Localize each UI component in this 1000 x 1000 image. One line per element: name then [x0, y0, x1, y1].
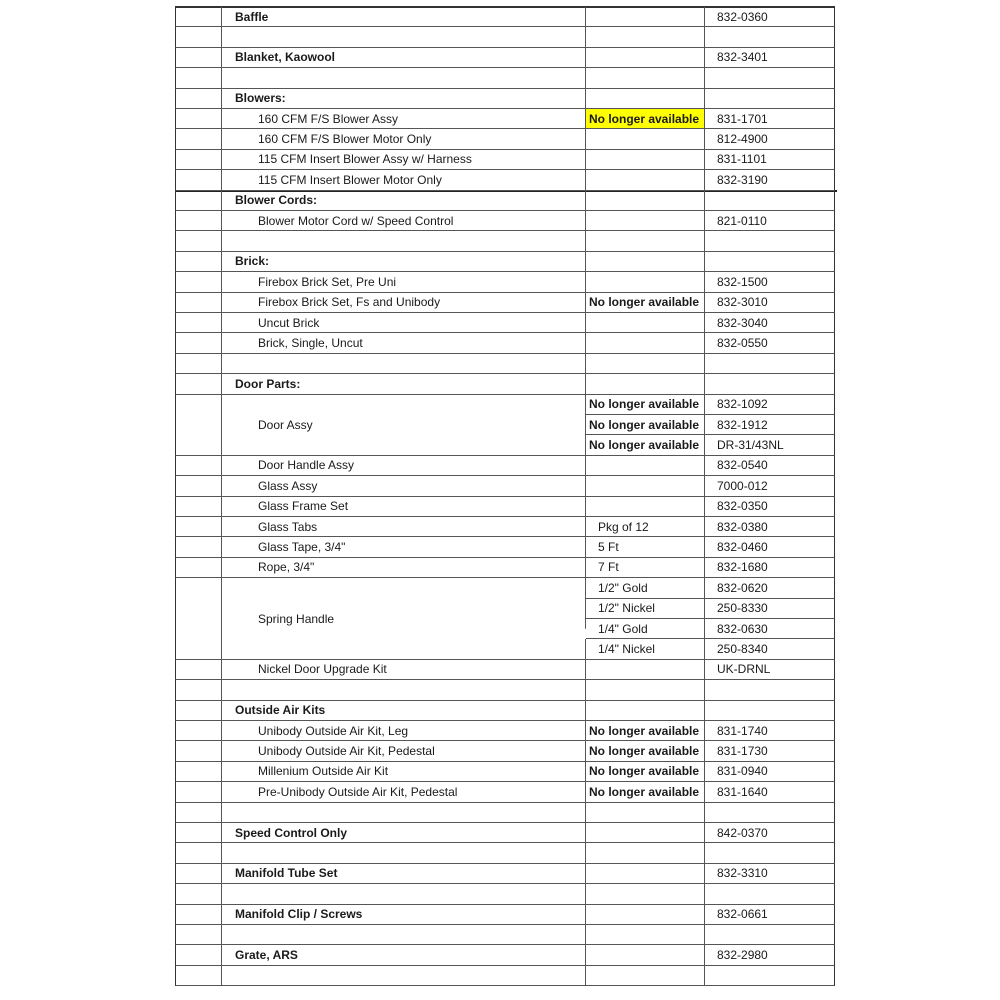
part-number-cell: UK-DRNL [705, 660, 835, 680]
indent-cell [175, 415, 222, 435]
indent-cell [175, 374, 222, 394]
part-number-cell: 832-1092 [705, 395, 835, 415]
description-cell: Manifold Clip / Screws [222, 905, 586, 925]
description-cell: Glass Tape, 3/4" [222, 537, 586, 557]
indent-cell [175, 170, 222, 190]
part-number-cell: 831-1640 [705, 782, 835, 802]
table-row [175, 395, 835, 415]
section-header-row [175, 945, 835, 965]
part-number-cell: 832-0380 [705, 517, 835, 537]
status-cell [586, 823, 705, 843]
blank-row [175, 68, 835, 88]
table-row [175, 170, 835, 190]
part-number-cell: 832-0550 [705, 333, 835, 353]
indent-cell [175, 395, 222, 415]
part-number-cell [705, 803, 835, 823]
part-number-cell: 831-1101 [705, 150, 835, 170]
indent-cell [175, 27, 222, 47]
indent-cell [175, 884, 222, 904]
table-row [175, 660, 835, 680]
part-number-cell: 250-8340 [705, 639, 835, 659]
description-cell: 115 CFM Insert Blower Motor Only [222, 170, 586, 190]
indent-cell [175, 945, 222, 965]
status-cell [586, 456, 705, 476]
status-cell [586, 680, 705, 700]
indent-cell [175, 333, 222, 353]
description-cell: Nickel Door Upgrade Kit [222, 660, 586, 680]
status-cell [586, 966, 705, 986]
section-header-row [175, 701, 835, 721]
description-cell [222, 68, 586, 88]
indent-cell [175, 150, 222, 170]
indent-cell [175, 313, 222, 333]
description-cell [222, 435, 586, 455]
part-number-cell: 821-0110 [705, 211, 835, 231]
indent-cell [175, 762, 222, 782]
part-number-cell: 832-0661 [705, 905, 835, 925]
part-number-cell [705, 680, 835, 700]
part-number-cell: 832-2980 [705, 945, 835, 965]
description-cell: Glass Assy [222, 476, 586, 496]
description-cell: Firebox Brick Set, Fs and Unibody [222, 293, 586, 313]
description-cell: Door Handle Assy [222, 456, 586, 476]
status-cell: No longer available [586, 435, 705, 455]
indent-cell [175, 7, 222, 27]
status-cell: Pkg of 12 [586, 517, 705, 537]
table-row [175, 313, 835, 333]
part-number-cell: 831-1740 [705, 721, 835, 741]
blank-row [175, 884, 835, 904]
indent-cell [175, 701, 222, 721]
description-cell: Spring Handle [222, 609, 586, 629]
blank-row [175, 27, 835, 47]
part-number-cell: 831-1701 [705, 109, 835, 129]
status-cell [586, 843, 705, 863]
part-number-cell [705, 925, 835, 945]
blank-row [175, 843, 835, 863]
status-cell: 5 Ft [586, 537, 705, 557]
section-header-row [175, 48, 835, 68]
indent-cell [175, 537, 222, 557]
indent-cell [175, 599, 222, 619]
part-number-cell: 831-1730 [705, 741, 835, 761]
blank-row [175, 231, 835, 251]
table-row [175, 762, 835, 782]
description-cell: Millenium Outside Air Kit [222, 762, 586, 782]
status-cell [586, 701, 705, 721]
description-cell [222, 966, 586, 986]
status-cell: No longer available [586, 762, 705, 782]
status-cell: 1/4" Nickel [586, 639, 705, 659]
description-cell: Uncut Brick [222, 313, 586, 333]
part-number-cell [705, 252, 835, 272]
indent-cell [175, 48, 222, 68]
indent-cell [175, 354, 222, 374]
status-cell [586, 27, 705, 47]
status-cell [586, 905, 705, 925]
status-cell: No longer available [586, 741, 705, 761]
status-cell: 1/2" Gold [586, 578, 705, 598]
description-cell: Glass Tabs [222, 517, 586, 537]
table-row [175, 150, 835, 170]
status-cell [586, 191, 705, 211]
description-cell: Baffle [222, 7, 586, 27]
description-cell [222, 884, 586, 904]
table-row [175, 741, 835, 761]
description-cell: Glass Frame Set [222, 497, 586, 517]
status-cell [586, 476, 705, 496]
indent-cell [175, 864, 222, 884]
table-row [175, 272, 835, 292]
table-row [175, 639, 835, 659]
table-row [175, 211, 835, 231]
section-header-row [175, 374, 835, 394]
part-number-cell [705, 374, 835, 394]
status-cell: 1/4" Gold [586, 619, 705, 639]
indent-cell [175, 558, 222, 578]
part-number-cell: 832-0630 [705, 619, 835, 639]
indent-cell [175, 925, 222, 945]
description-cell [222, 578, 586, 598]
status-cell [586, 68, 705, 88]
description-cell: Brick, Single, Uncut [222, 333, 586, 353]
description-cell: 115 CFM Insert Blower Assy w/ Harness [222, 150, 586, 170]
description-cell: Blower Motor Cord w/ Speed Control [222, 211, 586, 231]
indent-cell [175, 476, 222, 496]
table-row [175, 415, 835, 435]
indent-cell [175, 619, 222, 639]
description-cell: Speed Control Only [222, 823, 586, 843]
table-row [175, 578, 835, 598]
indent-cell [175, 252, 222, 272]
status-cell [586, 89, 705, 109]
part-number-cell: 832-3010 [705, 293, 835, 313]
part-number-cell: 832-0540 [705, 456, 835, 476]
part-number-cell [705, 27, 835, 47]
section-header-row [175, 89, 835, 109]
part-number-cell: 832-3310 [705, 864, 835, 884]
part-number-cell: 250-8330 [705, 599, 835, 619]
description-cell: Firebox Brick Set, Pre Uni [222, 272, 586, 292]
table-row [175, 517, 835, 537]
description-cell [222, 680, 586, 700]
part-number-cell [705, 701, 835, 721]
indent-cell [175, 435, 222, 455]
indent-cell [175, 109, 222, 129]
part-number-cell: 832-1500 [705, 272, 835, 292]
part-number-cell: 832-1680 [705, 558, 835, 578]
indent-cell [175, 639, 222, 659]
indent-cell [175, 843, 222, 863]
indent-cell [175, 782, 222, 802]
status-cell [586, 313, 705, 333]
indent-cell [175, 905, 222, 925]
status-cell: No longer available [586, 782, 705, 802]
status-cell [586, 660, 705, 680]
part-number-cell [705, 843, 835, 863]
table-row [175, 456, 835, 476]
description-cell [222, 925, 586, 945]
part-number-cell: 842-0370 [705, 823, 835, 843]
part-number-cell [705, 191, 835, 211]
status-cell [586, 150, 705, 170]
part-number-cell: DR-31/43NL [705, 435, 835, 455]
status-cell [586, 129, 705, 149]
indent-cell [175, 578, 222, 598]
indent-cell [175, 129, 222, 149]
indent-cell [175, 456, 222, 476]
description-cell [222, 354, 586, 374]
description-cell [222, 231, 586, 251]
status-cell: 7 Ft [586, 558, 705, 578]
part-number-cell: 832-0620 [705, 578, 835, 598]
status-cell [586, 7, 705, 27]
table-row [175, 435, 835, 455]
indent-cell [175, 68, 222, 88]
indent-cell [175, 721, 222, 741]
description-cell: Rope, 3/4" [222, 558, 586, 578]
description-cell: Door Parts: [222, 374, 586, 394]
status-cell [586, 374, 705, 394]
description-cell: Blanket, Kaowool [222, 48, 586, 68]
blank-row [175, 803, 835, 823]
status-cell [586, 354, 705, 374]
part-number-cell: 832-3401 [705, 48, 835, 68]
description-cell: 160 CFM F/S Blower Assy [222, 109, 586, 129]
table-row [175, 721, 835, 741]
part-number-cell: 832-0350 [705, 497, 835, 517]
status-cell: No longer available [586, 293, 705, 313]
description-cell [222, 843, 586, 863]
part-number-cell: 7000-012 [705, 476, 835, 496]
part-number-cell: 812-4900 [705, 129, 835, 149]
section-header-row [175, 191, 835, 211]
table-row [175, 293, 835, 313]
description-cell [222, 395, 586, 415]
indent-cell [175, 517, 222, 537]
status-cell: No longer available [586, 415, 705, 435]
indent-cell [175, 803, 222, 823]
status-cell [586, 497, 705, 517]
description-cell: Pre-Unibody Outside Air Kit, Pedestal [222, 782, 586, 802]
status-cell [586, 170, 705, 190]
status-cell: No longer available [586, 721, 705, 741]
table-row [175, 109, 835, 129]
section-header-row [175, 864, 835, 884]
blank-row [175, 680, 835, 700]
description-cell: 160 CFM F/S Blower Motor Only [222, 129, 586, 149]
part-number-cell: 832-0460 [705, 537, 835, 557]
table-row [175, 611, 835, 639]
section-header-row [175, 905, 835, 925]
part-number-cell [705, 231, 835, 251]
indent-cell [175, 823, 222, 843]
table-row [175, 782, 835, 802]
part-number-cell: 831-0940 [705, 762, 835, 782]
section-header-row [175, 7, 835, 27]
status-cell [586, 333, 705, 353]
table-row [175, 129, 835, 149]
table-row [175, 333, 835, 353]
indent-cell [175, 89, 222, 109]
description-cell: Grate, ARS [222, 945, 586, 965]
indent-cell [175, 211, 222, 231]
part-number-cell: 832-1912 [705, 415, 835, 435]
part-number-cell [705, 68, 835, 88]
indent-cell [175, 191, 222, 211]
status-cell [586, 231, 705, 251]
status-cell [586, 945, 705, 965]
part-number-cell [705, 89, 835, 109]
table-row [175, 537, 835, 557]
description-cell [222, 27, 586, 47]
table-row [175, 476, 835, 496]
indent-cell [175, 680, 222, 700]
part-number-cell: 832-3190 [705, 170, 835, 190]
status-cell [586, 252, 705, 272]
blank-row [175, 354, 835, 374]
status-cell: No longer available [586, 395, 705, 415]
status-cell: No longer available [586, 109, 705, 129]
section-header-row [175, 252, 835, 272]
part-number-cell: 832-0360 [705, 7, 835, 27]
indent-cell [175, 966, 222, 986]
indent-cell [175, 231, 222, 251]
part-number-cell: 832-3040 [705, 313, 835, 333]
status-cell [586, 272, 705, 292]
description-cell [222, 803, 586, 823]
indent-cell [175, 293, 222, 313]
table-row [175, 497, 835, 517]
description-cell [222, 639, 586, 659]
part-number-cell [705, 354, 835, 374]
status-cell [586, 864, 705, 884]
status-cell [586, 925, 705, 945]
indent-cell [175, 272, 222, 292]
description-cell: Door Assy [222, 415, 586, 435]
description-cell: Unibody Outside Air Kit, Pedestal [222, 741, 586, 761]
status-cell [586, 884, 705, 904]
part-number-cell [705, 884, 835, 904]
indent-cell [175, 497, 222, 517]
description-cell: Brick: [222, 252, 586, 272]
description-cell: Unibody Outside Air Kit, Leg [222, 721, 586, 741]
status-cell [586, 803, 705, 823]
part-number-cell [705, 966, 835, 986]
status-cell [586, 48, 705, 68]
description-cell: Blower Cords: [222, 191, 586, 211]
blank-row [175, 925, 835, 945]
indent-cell [175, 741, 222, 761]
description-cell: Manifold Tube Set [222, 864, 586, 884]
status-cell [586, 211, 705, 231]
section-header-row [175, 823, 835, 843]
blank-row [175, 966, 835, 986]
indent-cell [175, 660, 222, 680]
table-row [175, 558, 835, 578]
description-cell: Outside Air Kits [222, 701, 586, 721]
status-cell: 1/2" Nickel [586, 599, 705, 619]
description-cell: Blowers: [222, 89, 586, 109]
